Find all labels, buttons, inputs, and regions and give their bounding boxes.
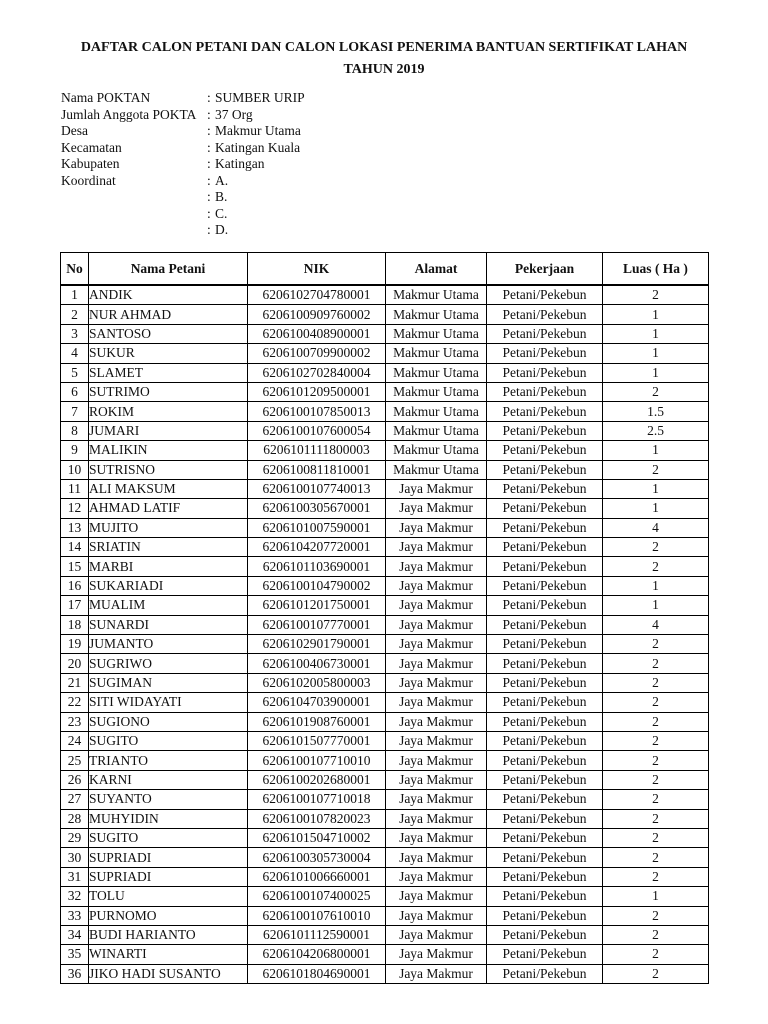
info-value: D. <box>215 222 229 237</box>
info-row <box>61 189 305 206</box>
cell-luas: 2 <box>603 285 709 305</box>
cell-nama-petani: SUYANTO <box>89 790 248 809</box>
cell-nama-petani: MUHYIDIN <box>89 809 248 828</box>
cell-no: 7 <box>61 402 89 421</box>
info-separator: : <box>207 222 211 237</box>
cell-nik: 6206100408900001 <box>248 324 386 343</box>
table-row <box>61 673 709 692</box>
table-row <box>61 344 709 363</box>
cell-nik: 6206100107850013 <box>248 402 386 421</box>
cell-luas: 2.5 <box>603 421 709 440</box>
cell-nama-petani: JIKO HADI SUSANTO <box>89 964 248 983</box>
header-alamat: Alamat <box>386 253 487 286</box>
cell-nik: 6206100305730004 <box>248 848 386 867</box>
cell-alamat: Jaya Makmur <box>386 848 487 867</box>
info-label: Desa <box>61 123 88 138</box>
table-row <box>61 751 709 770</box>
cell-nik: 6206100107770001 <box>248 615 386 634</box>
table-row <box>61 809 709 828</box>
cell-pekerjaan: Petani/Pekebun <box>487 460 603 479</box>
cell-nik: 6206100709900002 <box>248 344 386 363</box>
info-label: Nama POKTAN <box>61 90 151 105</box>
cell-nama-petani: JUMANTO <box>89 635 248 654</box>
cell-nama-petani: TRIANTO <box>89 751 248 770</box>
cell-luas: 2 <box>603 828 709 847</box>
cell-luas: 4 <box>603 518 709 537</box>
cell-alamat: Jaya Makmur <box>386 770 487 789</box>
cell-nik: 6206102005800003 <box>248 673 386 692</box>
info-separator: : <box>207 139 211 155</box>
cell-luas: 1.5 <box>603 402 709 421</box>
cell-pekerjaan: Petani/Pekebun <box>487 848 603 867</box>
table-row <box>61 538 709 557</box>
info-separator: : <box>207 106 211 122</box>
cell-nik: 6206102702840004 <box>248 363 386 382</box>
cell-alamat: Jaya Makmur <box>386 557 487 576</box>
table-row <box>61 421 709 440</box>
cell-pekerjaan: Petani/Pekebun <box>487 751 603 770</box>
table-row <box>61 731 709 750</box>
cell-nik: 6206100107400025 <box>248 887 386 906</box>
cell-no: 13 <box>61 518 89 537</box>
cell-luas: 1 <box>603 479 709 498</box>
cell-pekerjaan: Petani/Pekebun <box>487 964 603 983</box>
header-nama-petani: Nama Petani <box>89 253 248 286</box>
cell-nama-petani: NUR AHMAD <box>89 305 248 324</box>
cell-nama-petani: SUKARIADI <box>89 576 248 595</box>
cell-no: 1 <box>61 285 89 305</box>
cell-pekerjaan: Petani/Pekebun <box>487 285 603 305</box>
info-label: Kabupaten <box>61 156 120 171</box>
cell-pekerjaan: Petani/Pekebun <box>487 305 603 324</box>
cell-no: 21 <box>61 673 89 692</box>
cell-alamat: Makmur Utama <box>386 305 487 324</box>
cell-luas: 2 <box>603 538 709 557</box>
table-row <box>61 635 709 654</box>
cell-alamat: Jaya Makmur <box>386 596 487 615</box>
cell-alamat: Jaya Makmur <box>386 964 487 983</box>
cell-nama-petani: MUJITO <box>89 518 248 537</box>
table-row <box>61 479 709 498</box>
table-row <box>61 615 709 634</box>
cell-nik: 6206101112590001 <box>248 925 386 944</box>
cell-alamat: Jaya Makmur <box>386 809 487 828</box>
cell-pekerjaan: Petani/Pekebun <box>487 770 603 789</box>
table-row <box>61 576 709 595</box>
cell-nik: 6206101504710002 <box>248 828 386 847</box>
cell-pekerjaan: Petani/Pekebun <box>487 363 603 382</box>
header-no: No <box>61 253 89 286</box>
cell-nama-petani: SUTRIMO <box>89 382 248 401</box>
cell-nik: 6206101507770001 <box>248 731 386 750</box>
table-body <box>61 285 709 984</box>
cell-alamat: Makmur Utama <box>386 421 487 440</box>
cell-nama-petani: SUNARDI <box>89 615 248 634</box>
cell-nik: 6206104703900001 <box>248 693 386 712</box>
cell-nik: 6206100104790002 <box>248 576 386 595</box>
info-separator: : <box>207 90 211 105</box>
cell-no: 30 <box>61 848 89 867</box>
cell-pekerjaan: Petani/Pekebun <box>487 887 603 906</box>
cell-pekerjaan: Petani/Pekebun <box>487 615 603 634</box>
table-row <box>61 441 709 460</box>
cell-no: 31 <box>61 867 89 886</box>
cell-no: 19 <box>61 635 89 654</box>
info-row <box>61 90 305 107</box>
cell-luas: 2 <box>603 382 709 401</box>
table-row <box>61 499 709 518</box>
cell-alamat: Jaya Makmur <box>386 615 487 634</box>
cell-luas: 2 <box>603 712 709 731</box>
cell-no: 27 <box>61 790 89 809</box>
table-row <box>61 828 709 847</box>
cell-nik: 6206102901790001 <box>248 635 386 654</box>
cell-nama-petani: JUMARI <box>89 421 248 440</box>
info-value: 37 Org <box>215 106 253 122</box>
cell-nik: 6206100107740013 <box>248 479 386 498</box>
cell-pekerjaan: Petani/Pekebun <box>487 596 603 615</box>
cell-luas: 2 <box>603 790 709 809</box>
cell-nama-petani: SRIATIN <box>89 538 248 557</box>
cell-alamat: Makmur Utama <box>386 441 487 460</box>
cell-no: 4 <box>61 344 89 363</box>
table-row <box>61 285 709 305</box>
cell-alamat: Jaya Makmur <box>386 635 487 654</box>
cell-nik: 6206100107710018 <box>248 790 386 809</box>
cell-pekerjaan: Petani/Pekebun <box>487 731 603 750</box>
cell-pekerjaan: Petani/Pekebun <box>487 712 603 731</box>
cell-nama-petani: SUGITO <box>89 828 248 847</box>
cell-no: 2 <box>61 305 89 324</box>
cell-alamat: Makmur Utama <box>386 382 487 401</box>
cell-pekerjaan: Petani/Pekebun <box>487 693 603 712</box>
document-title: DAFTAR CALON PETANI DAN CALON LOKASI PENERIMA BANTUAN SERTIFIKAT LAHAN <box>80 40 688 55</box>
cell-luas: 2 <box>603 945 709 964</box>
table-row <box>61 557 709 576</box>
cell-luas: 1 <box>603 344 709 363</box>
cell-nama-petani: SUGIMAN <box>89 673 248 692</box>
cell-pekerjaan: Petani/Pekebun <box>487 538 603 557</box>
cell-luas: 2 <box>603 693 709 712</box>
cell-nama-petani: SUGRIWO <box>89 654 248 673</box>
table-row <box>61 363 709 382</box>
cell-pekerjaan: Petani/Pekebun <box>487 557 603 576</box>
table-row <box>61 693 709 712</box>
cell-alamat: Jaya Makmur <box>386 499 487 518</box>
info-separator: : <box>207 205 211 221</box>
cell-alamat: Jaya Makmur <box>386 712 487 731</box>
cell-alamat: Jaya Makmur <box>386 887 487 906</box>
cell-no: 3 <box>61 324 89 343</box>
cell-nik: 6206100107600054 <box>248 421 386 440</box>
cell-nik: 6206100406730001 <box>248 654 386 673</box>
cell-pekerjaan: Petani/Pekebun <box>487 382 603 401</box>
cell-luas: 1 <box>603 887 709 906</box>
cell-luas: 2 <box>603 848 709 867</box>
cell-luas: 2 <box>603 964 709 983</box>
info-label: Kecamatan <box>61 139 122 155</box>
cell-nik: 6206102704780001 <box>248 285 386 305</box>
table-row <box>61 887 709 906</box>
cell-alamat: Jaya Makmur <box>386 731 487 750</box>
cell-nama-petani: ANDIK <box>89 285 248 305</box>
info-value: A. <box>215 172 229 188</box>
info-row <box>61 173 305 190</box>
cell-nama-petani: MUALIM <box>89 596 248 615</box>
cell-alamat: Jaya Makmur <box>386 479 487 498</box>
cell-no: 14 <box>61 538 89 557</box>
table-row <box>61 518 709 537</box>
cell-pekerjaan: Petani/Pekebun <box>487 654 603 673</box>
cell-no: 18 <box>61 615 89 634</box>
cell-nama-petani: SUGIONO <box>89 712 248 731</box>
cell-luas: 2 <box>603 770 709 789</box>
cell-luas: 1 <box>603 441 709 460</box>
info-row <box>61 206 305 223</box>
cell-nama-petani: MARBI <box>89 557 248 576</box>
cell-luas: 2 <box>603 731 709 750</box>
cell-nik: 6206104207720001 <box>248 538 386 557</box>
cell-luas: 2 <box>603 809 709 828</box>
table-row <box>61 848 709 867</box>
cell-no: 16 <box>61 576 89 595</box>
cell-luas: 2 <box>603 460 709 479</box>
cell-nama-petani: PURNOMO <box>89 906 248 925</box>
cell-no: 5 <box>61 363 89 382</box>
cell-pekerjaan: Petani/Pekebun <box>487 809 603 828</box>
cell-luas: 2 <box>603 867 709 886</box>
cell-nik: 6206101111800003 <box>248 441 386 460</box>
cell-alamat: Jaya Makmur <box>386 693 487 712</box>
info-row <box>61 222 305 239</box>
cell-nik: 6206100811810001 <box>248 460 386 479</box>
cell-pekerjaan: Petani/Pekebun <box>487 673 603 692</box>
cell-pekerjaan: Petani/Pekebun <box>487 344 603 363</box>
cell-nama-petani: WINARTI <box>89 945 248 964</box>
cell-no: 10 <box>61 460 89 479</box>
cell-alamat: Jaya Makmur <box>386 654 487 673</box>
cell-no: 20 <box>61 654 89 673</box>
header-pekerjaan: Pekerjaan <box>487 253 603 286</box>
cell-luas: 2 <box>603 906 709 925</box>
cell-luas: 4 <box>603 615 709 634</box>
cell-nik: 6206101804690001 <box>248 964 386 983</box>
info-value: SUMBER URIP <box>215 90 305 105</box>
cell-nik: 6206104206800001 <box>248 945 386 964</box>
cell-pekerjaan: Petani/Pekebun <box>487 576 603 595</box>
cell-nik: 6206101209500001 <box>248 382 386 401</box>
cell-luas: 2 <box>603 654 709 673</box>
cell-pekerjaan: Petani/Pekebun <box>487 518 603 537</box>
cell-alamat: Makmur Utama <box>386 363 487 382</box>
cell-nik: 6206100107820023 <box>248 809 386 828</box>
cell-no: 26 <box>61 770 89 789</box>
cell-alamat: Makmur Utama <box>386 460 487 479</box>
cell-alamat: Makmur Utama <box>386 285 487 305</box>
table-row <box>61 925 709 944</box>
cell-alamat: Jaya Makmur <box>386 906 487 925</box>
cell-nama-petani: KARNI <box>89 770 248 789</box>
cell-nama-petani: SUPRIADI <box>89 848 248 867</box>
cell-luas: 1 <box>603 596 709 615</box>
cell-alamat: Jaya Makmur <box>386 576 487 595</box>
cell-no: 6 <box>61 382 89 401</box>
info-value: Makmur Utama <box>215 123 301 138</box>
cell-alamat: Jaya Makmur <box>386 945 487 964</box>
cell-no: 12 <box>61 499 89 518</box>
cell-alamat: Jaya Makmur <box>386 828 487 847</box>
header-nik: NIK <box>248 253 386 286</box>
table-row <box>61 324 709 343</box>
info-value: C. <box>215 205 228 221</box>
cell-alamat: Jaya Makmur <box>386 867 487 886</box>
cell-alamat: Jaya Makmur <box>386 925 487 944</box>
cell-pekerjaan: Petani/Pekebun <box>487 324 603 343</box>
cell-nik: 6206100305670001 <box>248 499 386 518</box>
cell-no: 23 <box>61 712 89 731</box>
cell-nama-petani: SUTRISNO <box>89 460 248 479</box>
header-luas: Luas ( Ha ) <box>603 253 709 286</box>
cell-no: 17 <box>61 596 89 615</box>
cell-pekerjaan: Petani/Pekebun <box>487 925 603 944</box>
cell-luas: 2 <box>603 635 709 654</box>
cell-pekerjaan: Petani/Pekebun <box>487 906 603 925</box>
cell-pekerjaan: Petani/Pekebun <box>487 828 603 847</box>
info-block <box>61 90 305 239</box>
cell-nik: 6206101103690001 <box>248 557 386 576</box>
cell-pekerjaan: Petani/Pekebun <box>487 945 603 964</box>
cell-no: 24 <box>61 731 89 750</box>
cell-luas: 1 <box>603 576 709 595</box>
cell-alamat: Jaya Makmur <box>386 518 487 537</box>
cell-nama-petani: BUDI HARIANTO <box>89 925 248 944</box>
cell-no: 9 <box>61 441 89 460</box>
cell-no: 32 <box>61 887 89 906</box>
cell-alamat: Jaya Makmur <box>386 751 487 770</box>
farmer-table <box>60 252 709 984</box>
info-row <box>61 123 305 140</box>
cell-nama-petani: SLAMET <box>89 363 248 382</box>
table-row <box>61 654 709 673</box>
cell-no: 34 <box>61 925 89 944</box>
cell-luas: 2 <box>603 925 709 944</box>
cell-alamat: Jaya Makmur <box>386 673 487 692</box>
table-header-row <box>61 253 709 286</box>
cell-pekerjaan: Petani/Pekebun <box>487 441 603 460</box>
table-row <box>61 305 709 324</box>
cell-nik: 6206101006660001 <box>248 867 386 886</box>
cell-pekerjaan: Petani/Pekebun <box>487 635 603 654</box>
cell-pekerjaan: Petani/Pekebun <box>487 421 603 440</box>
table-row <box>61 712 709 731</box>
cell-no: 28 <box>61 809 89 828</box>
info-row <box>61 156 305 173</box>
cell-nama-petani: SUPRIADI <box>89 867 248 886</box>
table-row <box>61 382 709 401</box>
cell-alamat: Makmur Utama <box>386 324 487 343</box>
cell-nama-petani: ALI MAKSUM <box>89 479 248 498</box>
cell-luas: 1 <box>603 499 709 518</box>
cell-nama-petani: AHMAD LATIF <box>89 499 248 518</box>
cell-nik: 6206101007590001 <box>248 518 386 537</box>
cell-alamat: Jaya Makmur <box>386 790 487 809</box>
cell-no: 15 <box>61 557 89 576</box>
cell-pekerjaan: Petani/Pekebun <box>487 479 603 498</box>
table-row <box>61 402 709 421</box>
cell-alamat: Jaya Makmur <box>386 538 487 557</box>
cell-no: 29 <box>61 828 89 847</box>
cell-nik: 6206100202680001 <box>248 770 386 789</box>
cell-nama-petani: SITI WIDAYATI <box>89 693 248 712</box>
info-separator: : <box>207 123 211 138</box>
info-row <box>61 140 305 157</box>
document-year: TAHUN 2019 <box>343 62 425 77</box>
cell-pekerjaan: Petani/Pekebun <box>487 867 603 886</box>
cell-luas: 2 <box>603 751 709 770</box>
table-row <box>61 906 709 925</box>
cell-luas: 1 <box>603 363 709 382</box>
info-value: Katingan <box>215 156 265 171</box>
cell-nama-petani: SUKUR <box>89 344 248 363</box>
cell-alamat: Makmur Utama <box>386 402 487 421</box>
cell-pekerjaan: Petani/Pekebun <box>487 402 603 421</box>
cell-pekerjaan: Petani/Pekebun <box>487 790 603 809</box>
info-separator: : <box>207 156 211 171</box>
cell-nik: 6206101908760001 <box>248 712 386 731</box>
info-value: B. <box>215 189 228 204</box>
table-row <box>61 596 709 615</box>
cell-luas: 1 <box>603 305 709 324</box>
cell-luas: 2 <box>603 673 709 692</box>
cell-nama-petani: MALIKIN <box>89 441 248 460</box>
cell-nik: 6206100107610010 <box>248 906 386 925</box>
info-value: Katingan Kuala <box>215 139 301 155</box>
cell-nik: 6206100909760002 <box>248 305 386 324</box>
cell-nama-petani: SANTOSO <box>89 324 248 343</box>
table-row <box>61 790 709 809</box>
cell-nik: 6206101201750001 <box>248 596 386 615</box>
cell-no: 11 <box>61 479 89 498</box>
cell-no: 22 <box>61 693 89 712</box>
cell-nama-petani: ROKIM <box>89 402 248 421</box>
cell-nama-petani: TOLU <box>89 887 248 906</box>
info-label: Jumlah Anggota POKTA <box>61 106 197 122</box>
cell-alamat: Makmur Utama <box>386 344 487 363</box>
info-row <box>61 107 305 124</box>
cell-no: 33 <box>61 906 89 925</box>
cell-no: 25 <box>61 751 89 770</box>
table-row <box>61 945 709 964</box>
info-separator: : <box>207 172 211 188</box>
cell-no: 8 <box>61 421 89 440</box>
info-separator: : <box>207 189 211 204</box>
table-row <box>61 867 709 886</box>
cell-no: 35 <box>61 945 89 964</box>
cell-nama-petani: SUGITO <box>89 731 248 750</box>
table-row <box>61 964 709 983</box>
table-row <box>61 460 709 479</box>
cell-pekerjaan: Petani/Pekebun <box>487 499 603 518</box>
info-label: Koordinat <box>61 172 116 188</box>
table-row <box>61 770 709 789</box>
cell-no: 36 <box>61 964 89 983</box>
cell-luas: 2 <box>603 557 709 576</box>
cell-nik: 6206100107710010 <box>248 751 386 770</box>
cell-luas: 1 <box>603 324 709 343</box>
